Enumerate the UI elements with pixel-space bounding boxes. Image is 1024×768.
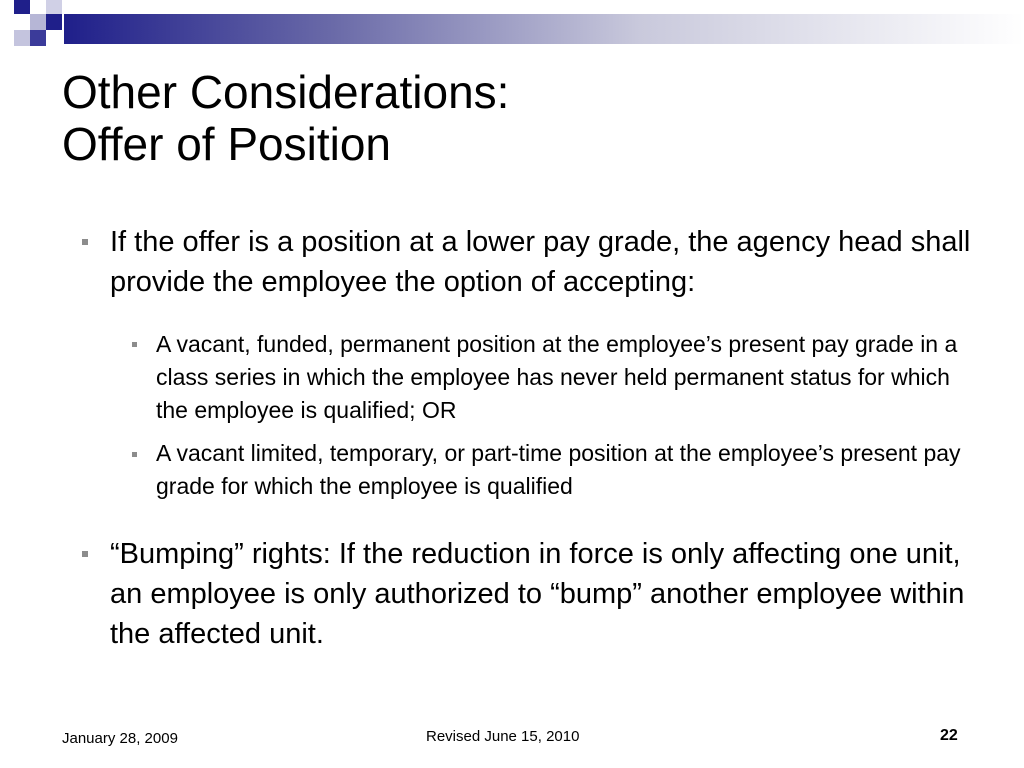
- header-gradient-bar: [64, 14, 1024, 44]
- bullet-marker: [82, 551, 88, 557]
- deco-square-dark-3: [30, 30, 46, 46]
- footer-revised: Revised June 15, 2010: [426, 728, 580, 745]
- sub-bullet-marker: [132, 342, 137, 347]
- deco-square-light-2: [46, 0, 62, 14]
- deco-square-dark-1: [14, 0, 30, 14]
- bullet-marker: [82, 239, 88, 245]
- slide-title: [62, 66, 509, 170]
- sub-bullet-1: A vacant, funded, permanent position at the employee’s present pay grade in a class series in which the employee has never held permanent status for which the employee is qualified; OR: [156, 331, 958, 423]
- bullet-2: “Bumping” rights: If the reduction in force is only affecting one unit, an employee is only authorized to “bump” another employee within the affected unit.: [110, 538, 965, 650]
- footer-date: January 28, 2009: [62, 730, 178, 747]
- page-number: 22: [940, 727, 958, 744]
- sub-bullet-marker: [132, 452, 137, 457]
- sub-bullet-2: A vacant limited, temporary, or part-time position at the employee’s present pay grade for which the employee is qualified: [156, 440, 961, 499]
- deco-square-light-1: [30, 14, 46, 30]
- bullet-1: If the offer is a position at a lower pay grade, the agency head shall provide the employee the option of accepting:: [110, 226, 971, 298]
- deco-square-light-3: [14, 30, 30, 46]
- slide-title-line1: Other Considerations:: [62, 66, 510, 118]
- slide-title-line2: Offer of Position: [62, 118, 391, 170]
- deco-square-dark-2: [46, 14, 62, 30]
- header-decoration: [0, 0, 1024, 48]
